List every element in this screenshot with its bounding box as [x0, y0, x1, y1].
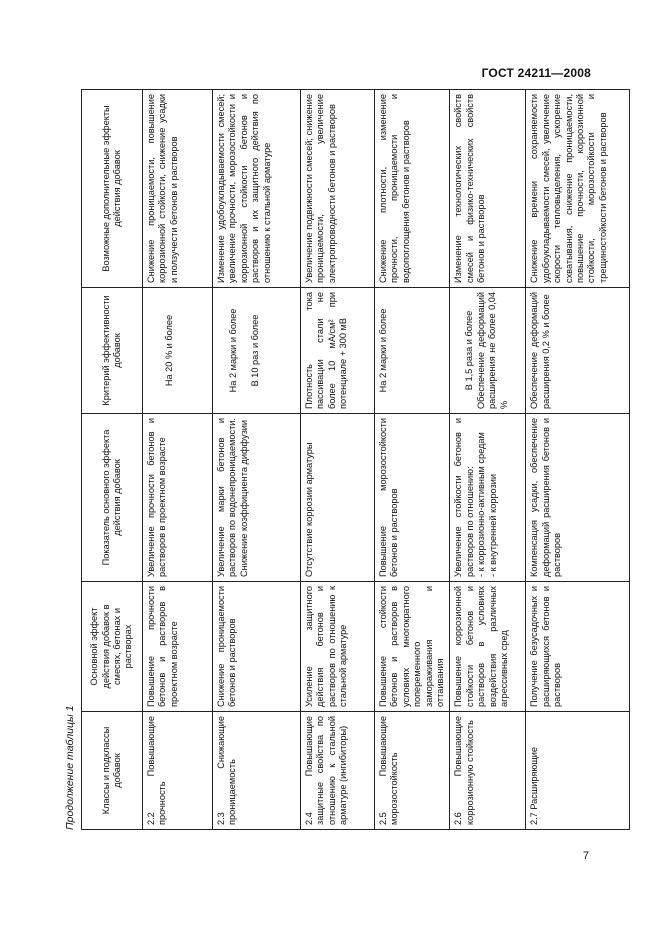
- indicator-cell: [450, 414, 526, 582]
- class-cell: 2.7 Расширяющие: [526, 712, 630, 830]
- table-row: [450, 90, 526, 830]
- rotated-table-area: [63, 90, 608, 830]
- column-header: Возможные дополнительные эффекты действия добавок: [82, 90, 143, 288]
- class-cell: 2.2 Повышающие прочность: [143, 712, 213, 830]
- indicator-cell: Компенсация усадки, обеспечение деформаций расширения бетонов и растворов: [526, 414, 630, 582]
- additives-table: [81, 89, 630, 830]
- table-landscape: [63, 90, 608, 830]
- criterion-line: В 10 раз и более: [250, 314, 261, 387]
- criterion-line: Плотность тока пассивации стали не более 10 мА/см² при потенциале + 300 мВ: [304, 292, 349, 409]
- criterion-cell: [301, 288, 375, 414]
- criterion-line: Обеспечение деформаций расширения не более 0,04 %: [475, 292, 509, 409]
- table-continuation-label: Продолжение таблицы 1: [64, 705, 76, 830]
- criterion-line: Обеспечение деформаций расширения 0,2 % и более: [529, 292, 551, 409]
- criterion-cell: [526, 288, 630, 414]
- extra-effect-cell: Изменение технологических свойств смесей и физико-технических свойств бетонов и растворов: [450, 90, 526, 288]
- table-header-row: [82, 90, 143, 830]
- criterion-line: В 1,5 раза и более: [464, 310, 475, 391]
- column-header: Критерий эффективности добавок: [82, 288, 143, 414]
- effect-cell: Снижение проницаемости бетонов и растворов: [213, 582, 301, 712]
- extra-effect-cell: Изменение удобоукладываемости смесей; увеличение прочности, морозостойкости и коррозионной стойкости бетонов и растворов и их защитного действия по отношению к стальной арматуре: [213, 90, 301, 288]
- table-row: [301, 90, 375, 830]
- effect-cell: Повышение стойкости бетонов и растворов в условиях многократного попеременного замораживания и оттаивания: [375, 582, 450, 712]
- effect-cell: Повышение прочности бетонов и растворов в проектном возрасте: [143, 582, 213, 712]
- criterion-cell: [450, 288, 526, 414]
- column-header: Классы и подклассы добавок: [82, 712, 143, 830]
- column-header: Показатель основного эффекта действия добавок: [82, 414, 143, 582]
- class-cell: 2.6 Повышающие коррозионную стойкость: [450, 712, 526, 830]
- table-row: [213, 90, 301, 830]
- indicator-line: Увеличение стойкости бетонов и растворов по отношению:: [453, 418, 475, 577]
- criterion-cell: [143, 288, 213, 414]
- criterion-line: На 2 марки и более: [378, 308, 388, 393]
- extra-effect-cell: Снижение плотности, изменение прочности, проницаемости и водопоглощения бетонов и растворов: [375, 90, 450, 288]
- indicator-line: - к коррозионно-активным средам: [476, 432, 487, 577]
- extra-effect-cell: Увеличение подвижности смесей; снижение проницаемости, увеличение электропроводности бетонов и растворов: [301, 90, 375, 288]
- effect-cell: Получение безусадочных и расширяющихся бетонов и растворов: [526, 582, 630, 712]
- criterion-cell: [375, 288, 450, 414]
- effect-cell: Повышение коррозионной стойкости бетонов и растворов в условиях воздействия различных агрессивных сред: [450, 582, 526, 712]
- class-cell: 2.3 Снижающие проницаемость: [213, 712, 301, 830]
- effect-cell: Усиление защитного действия бетонов и растворов по отношению к стальной арматуре: [301, 582, 375, 712]
- indicator-cell: Увеличение прочности бетонов и растворов в проектном возрасте: [143, 414, 213, 582]
- table-row: [375, 90, 450, 830]
- page-number: 7: [582, 850, 589, 862]
- extra-effect-cell: Снижение проницаемости, повышение коррозионной стойкости, снижение усадки и ползучести бетонов и растворов: [143, 90, 213, 288]
- indicator-cell: Повышение морозостойкости бетонов и растворов: [375, 414, 450, 582]
- column-header: Основной эффект действия добавок в смесях, бетонах и растворах: [82, 582, 143, 712]
- indicator-cell: Отсутствие коррозии арматуры: [301, 414, 375, 582]
- table-row: [526, 90, 630, 830]
- document-id: ГОСТ 24211—2008: [481, 66, 591, 80]
- class-cell: 2.5 Повышающие морозостойкость: [375, 712, 450, 830]
- class-cell: 2.4 Повышающие защитные свойства по отношению к стальной арматуре (ингибиторы): [301, 712, 375, 830]
- criterion-line: На 20 % и более: [164, 314, 174, 387]
- extra-effect-cell: Снижение времени сохраняемости удобоукладываемости смесей, увеличение скорости тепловыделения, ускорение схватывания, снижение проницаемости, повышение прочности, коррозионной стойкости, морозостойкости и трещиностойкости бетонов и растворов: [526, 90, 630, 288]
- criterion-cell: [213, 288, 301, 414]
- indicator-line: - к внутренней коррозии: [487, 473, 498, 577]
- table-row: [143, 90, 213, 830]
- criterion-line: На 2 марки и более: [228, 308, 238, 393]
- indicator-cell: Увеличение марки бетонов и растворов по водонепроницаемости. Снижение коэффициента диффузии: [213, 414, 301, 582]
